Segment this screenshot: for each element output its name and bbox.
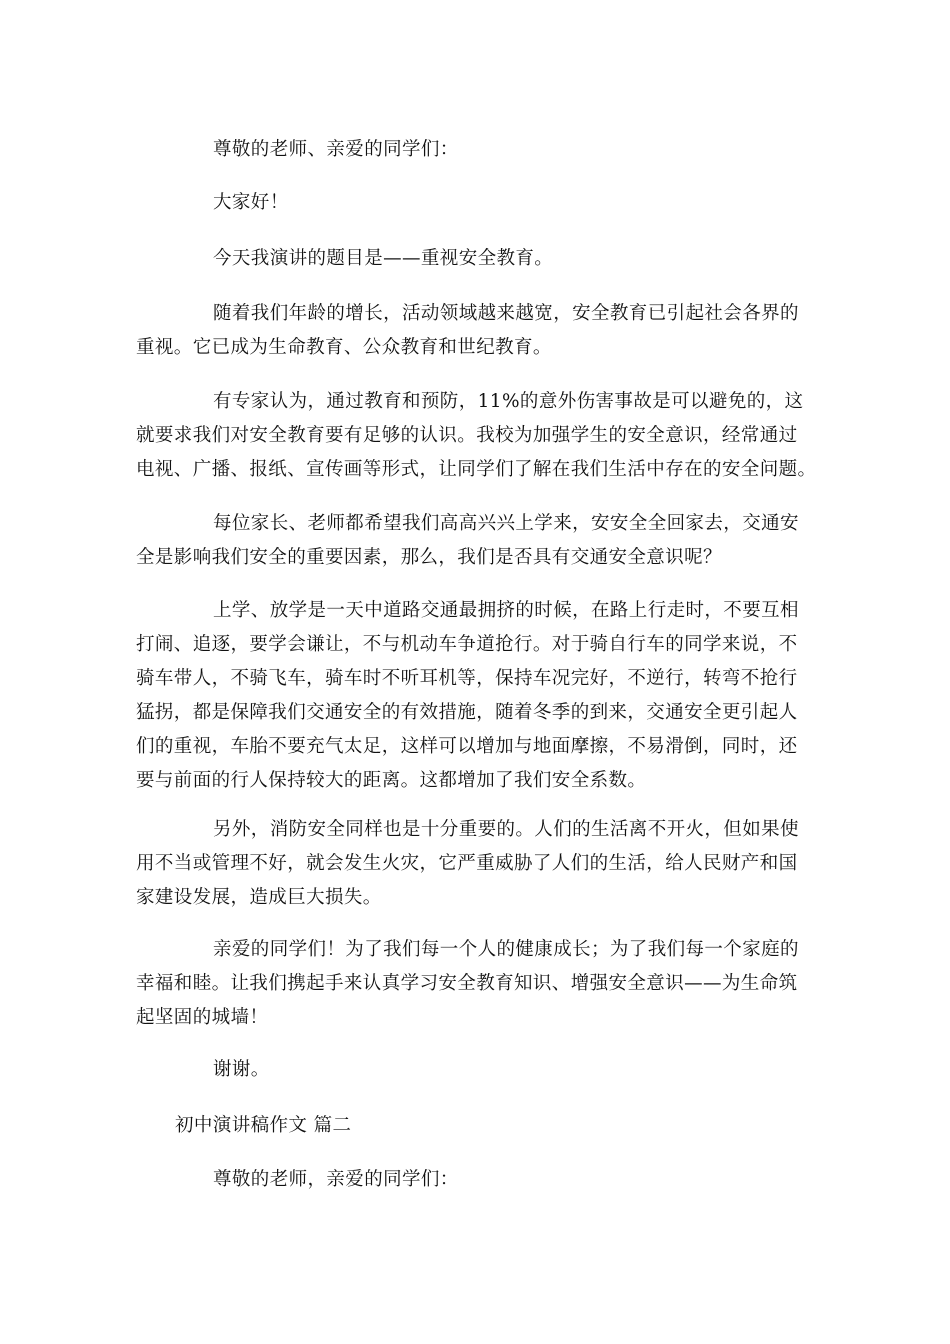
text-line: 猛拐，都是保障我们交通安全的有效措施，随着冬季的到来，交通安全更引起人 [136,702,798,723]
text-line: 用不当或管理不好，就会发生火灾，它严重威胁了人们的生活，给人民财产和国 [136,853,798,874]
text-line: 电视、广播、报纸、宣传画等形式，让同学们了解在我们生活中存在的安全问题。 [136,459,817,480]
topic-paragraph [136,242,816,276]
text-line: 另外，消防安全同样也是十分重要的。人们的生活离不开火，但如果使 [213,819,799,840]
text-line: 骑车带人，不骑飞车，骑车时不听耳机等，保持车况完好，不逆行，转弯不抢行 [136,668,798,689]
text-line: 打闹、追逐，要学会谦让，不与机动车争道抢行。对于骑自行车的同学来说，不 [136,634,798,655]
section-title: 初中演讲稿作文 篇二 [175,1115,352,1136]
text-line: 家建设发展，造成巨大损失。 [136,887,382,908]
text-line: 上学、放学是一天中道路交通最拥挤的时候，在路上行走时，不要互相 [213,600,799,621]
greeting2-paragraph [136,1163,816,1197]
paragraph-5 [136,813,816,915]
text-line: 幸福和睦。让我们携起手来认真学习安全教育知识、增强安全意识——为生命筑 [136,973,798,994]
text-line: 谢谢。 [213,1059,270,1080]
text-line: 尊敬的老师，亲爱的同学们： [213,1169,459,1190]
paragraph-6 [136,933,816,1035]
paragraph-3 [136,507,816,575]
text-line: 亲爱的同学们！为了我们每一个人的健康成长；为了我们每一个家庭的 [213,939,799,960]
thanks-paragraph [136,1053,816,1087]
paragraph-1 [136,297,816,365]
text-line: 们的重视，车胎不要充气太足，这样可以增加与地面摩擦，不易滑倒，同时，还 [136,736,798,757]
paragraph-4 [136,594,816,798]
text-line: 尊敬的老师、亲爱的同学们： [213,139,459,160]
paragraph-2 [136,385,816,487]
text-line: 要与前面的行人保持较大的距离。这都增加了我们安全系数。 [136,770,647,791]
text-line: 就要求我们对安全教育要有足够的认识。我校为加强学生的安全意识，经常通过 [136,425,798,446]
text-line: 大家好！ [213,192,289,213]
text-line: 全是影响我们安全的重要因素，那么，我们是否具有交通安全意识呢？ [136,547,722,568]
greeting-paragraph [136,133,816,167]
hello-paragraph [136,186,816,220]
text-line: 起坚固的城墙！ [136,1007,269,1028]
text-line: 今天我演讲的题目是——重视安全教育。 [213,248,554,269]
text-line: 随着我们年龄的增长，活动领域越来越宽，安全教育已引起社会各界的 [213,303,799,324]
text-line: 重视。它已成为生命教育、公众教育和世纪教育。 [136,337,552,358]
text-line: 每位家长、老师都希望我们高高兴兴上学来，安安全全回家去，交通安 [213,513,799,534]
text-line: 有专家认为，通过教育和预防，11%的意外伤害事故是可以避免的，这 [213,391,804,412]
